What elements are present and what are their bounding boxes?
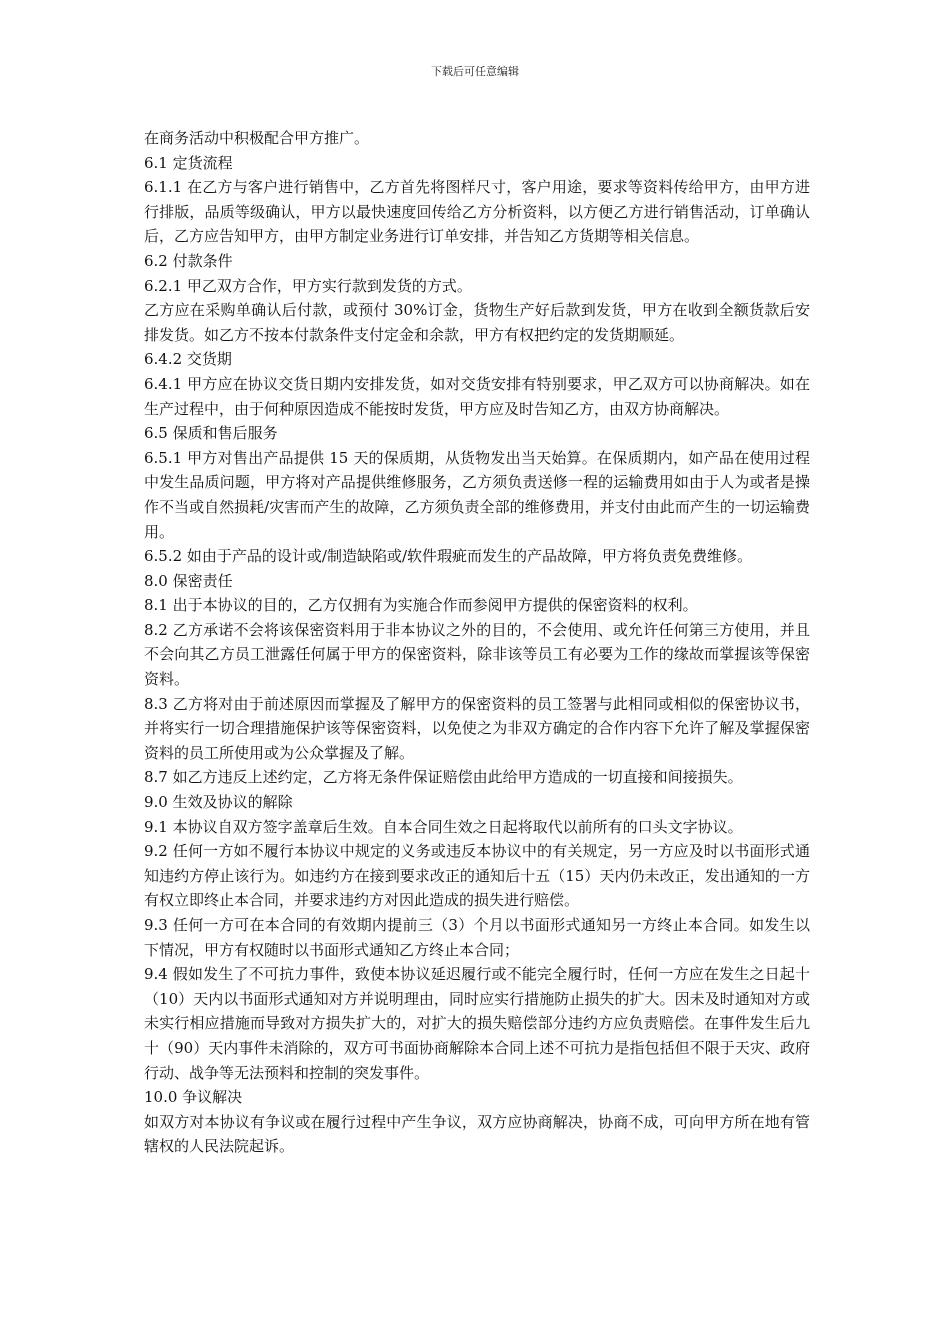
paragraph: 乙方应在采购单确认后付款，或预付 30%订金，货物生产好后款到发货，甲方在收到全额货款后安排发货。如乙方不按本付款条件支付定金和余款，甲方有权把约定的发货期顺延。 [144,301,810,344]
section-heading: 8.0 保密责任 [144,571,233,590]
paragraph: 6.1.1 在乙方与客户进行销售中，乙方首先将图样尺寸，客户用途，要求等资料传给甲方，由甲方进行排版，品质等级确认，甲方以最快速度回传给乙方分析资料，以方便乙方进行销售活动，订单确认后，乙方应告知甲方，由甲方制定业务进行订单安排，并告知乙方货期等相关信息。 [144,178,810,246]
paragraph: 9.4 假如发生了不可抗力事件，致使本协议延迟履行或不能完全履行时，任何一方应在发生之日起十（10）天内以书面形式通知对方并说明理由，同时应实行措施防止损失的扩大。因未及时通知对方或未实行相应措施而导致对方损失扩大的，对扩大的损失赔偿部分违约方应负责赔偿。在事件发生后九十（90）天内事件未消除的，双方可书面协商解除本合同上述不可抗力是指包括但不限于天灾、政府行动、战争等无法预料和控制的突发事件。 [144,965,810,1082]
paragraph: 6.5.1 甲方对售出产品提供 15 天的保质期，从货物发出当天始算。在保质期内，如产品在使用过程中发生品质问题，甲方将对产品提供维修服务，乙方须负责送修一程的运输费用如由于人为或者是操作不当或自然损耗/灾害而产生的故障，乙方须负责全部的维修费用，并支付由此而产生的一切运输费用。 [144,448,810,541]
section-heading: 9.0 生效及协议的解除 [144,793,293,812]
section-heading: 6.2 付款条件 [144,251,233,270]
paragraph: 9.2 任何一方如不履行本协议中规定的义务或违反本协议中的有关规定，另一方应及时以书面形式通知违约方停止该行为。如违约方在接到要求改正的通知后十五（15）天内仍未改正，发出通知的一方有权立即终止本合同，并要求违约方对因此造成的损失进行赔偿。 [144,842,810,910]
paragraph: 8.2 乙方承诺不会将该保密资料用于非本协议之外的目的，不会使用、或允许任何第三方使用，并且不会向其乙方员工泄露任何属于甲方的保密资料，除非该等员工有必要为工作的缘故而掌握该等保密资料。 [144,620,810,689]
paragraph: 在商务活动中积极配合甲方推广。 [144,129,370,147]
paragraph: 6.2.1 甲乙双方合作，甲方实行款到发货的方式。 [144,276,472,295]
section-heading: 10.0 争议解决 [144,1088,243,1107]
paragraph: 6.5.2 如由于产品的设计或/制造缺陷或/软件瑕疵而发生的产品故障，甲方将负责免费维修。 [144,547,753,566]
section-heading: 6.5 保质和售后服务 [144,424,278,443]
paragraph: 9.1 本协议自双方签字盖章后生效。自本合同生效之日起将取代以前所有的口头文字协议。 [144,817,743,836]
section-heading: 6.1 定货流程 [144,153,233,172]
paragraph: 8.1 出于本协议的目的，乙方仅拥有为实施合作而参阅甲方提供的保密资料的权利。 [144,596,698,615]
paragraph: 8.3 乙方将对由于前述原因而掌握及了解甲方的保密资料的员工签署与此相同或相似的保密协议书，并将实行一切合理措施保护该等保密资料，以免使之为非双方确定的合作内容下允许了解及掌握保密资料的员工所使用或为公众掌握及了解。 [144,694,810,762]
paragraph: 6.4.1 甲方应在协议交货日期内安排发货，如对交货安排有特别要求，甲乙双方可以协商解决。如在生产过程中，由于何种原因造成不能按时发货，甲方应及时告知乙方，由双方协商解决。 [144,374,810,418]
paragraph: 8.7 如乙方违反上述约定，乙方将无条件保证赔偿由此给甲方造成的一切直接和间接损失。 [144,768,743,787]
page-header: 下载后可任意编辑 [431,65,519,78]
paragraph: 9.3 任何一方可在本合同的有效期内提前三（3）个月以书面形式通知另一方终止本合同。如发生以下情况，甲方有权随时以书面形式通知乙方终止本合同； [144,916,810,959]
section-heading: 6.4.2 交货期 [144,350,232,369]
paragraph: 如双方对本协议有争议或在履行过程中产生争议，双方应协商解决，协商不成，可向甲方所在地有管辖权的人民法院起诉。 [144,1112,810,1156]
document-body [144,126,810,1159]
